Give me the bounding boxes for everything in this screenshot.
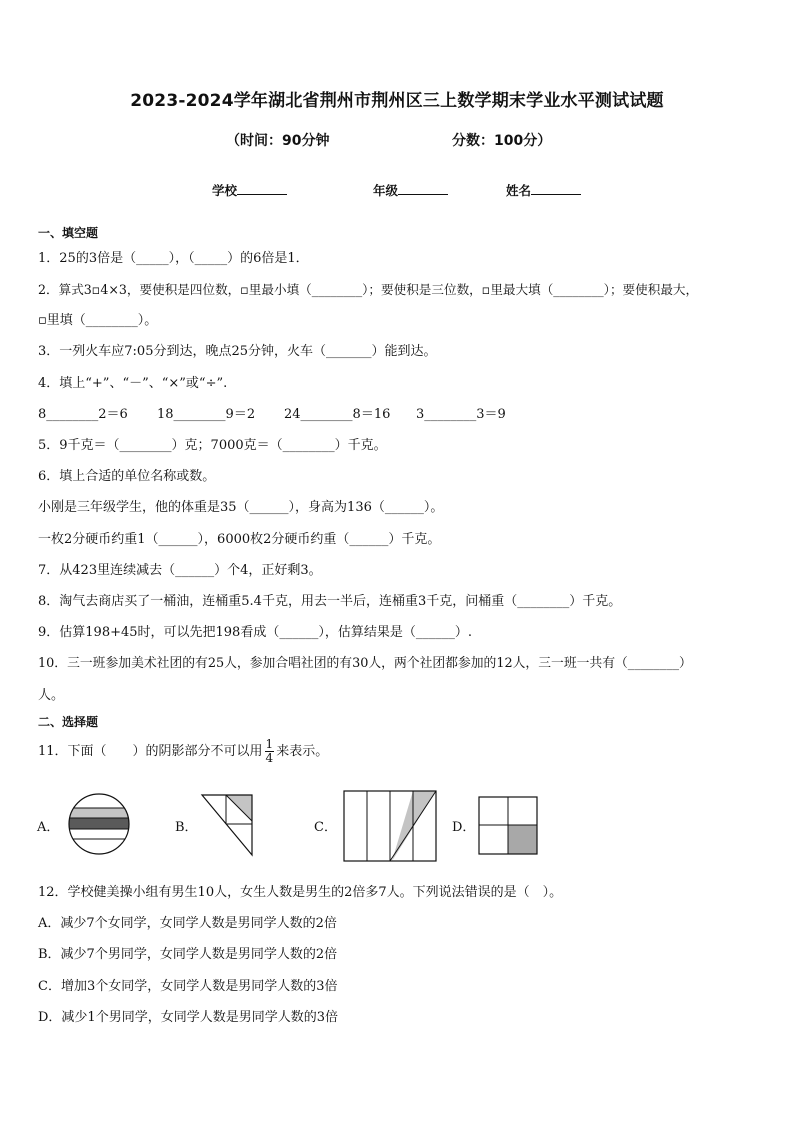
- grade-field[interactable]: 年级: [373, 181, 448, 199]
- exam-time: （时间：90分钟: [226, 133, 330, 149]
- school-field[interactable]: 学校: [212, 181, 287, 199]
- question-2-line-2: ▫里填（________）。: [38, 313, 158, 328]
- exam-score: 分数：100分）: [452, 133, 552, 149]
- option-b-triangle-figure: [200, 793, 258, 859]
- question-6-part-a: 小刚是三年级学生，他的体重是35（______），身高为136（______）。: [38, 500, 444, 515]
- section-fill-blank: 一、填空题: [38, 226, 99, 240]
- question-3: 3．一列火车应7:05分到达，晚点25分钟，火车（_______）能到达。: [38, 344, 437, 359]
- option-a-circle-figure: [66, 793, 132, 855]
- question-4-item: 3________3＝9: [416, 407, 506, 422]
- question-6-part-b: 一枚2分硬币约重1（______），6000枚2分硬币约重（______）千克。: [38, 532, 441, 547]
- question-5: 5．9千克＝（________）克；7000克＝（________）千克。: [38, 438, 387, 453]
- question-4-item: 18________9＝2: [157, 407, 256, 422]
- question-12-option-c[interactable]: C．增加3个女同学，女同学人数是男同学人数的3倍: [38, 979, 338, 994]
- question-10-line-1: 10．三一班参加美术社团的有25人，参加合唱社团的有30人，两个社团都参加的12人，三一班一共有（________）: [38, 656, 692, 671]
- question-4-item: 24________8＝16: [284, 407, 391, 422]
- question-8: 8．淘气去商店买了一桶油，连桶重5.4千克，用去一半后，连桶重3千克，问桶重（________）千克。: [38, 594, 622, 609]
- section-choice: 二、选择题: [38, 715, 99, 729]
- question-4-item: 8________2＝6: [38, 407, 128, 422]
- question-2-line-1: 2．算式3▫4×3，要使积是四位数，▫里最小填（________）；要使积是三位数，▫里最大填（________）；要使积最大，: [38, 282, 699, 297]
- stripe-dark: [66, 818, 132, 829]
- question-4: 4．填上“+”、“－”、“×”或“÷”.: [38, 376, 228, 391]
- name-field[interactable]: 姓名: [506, 181, 581, 199]
- question-12: 12．学校健美操小组有男生10人，女生人数是男生的2倍多7人。下列说法错误的是（ ）。: [38, 885, 563, 900]
- question-12-option-d[interactable]: D．减少1个男同学，女同学人数是男同学人数的3倍: [38, 1010, 338, 1025]
- fraction-one-quarter: $\frac{1}{4}$: [265, 737, 274, 765]
- option-c-rectangle-figure: [342, 789, 440, 863]
- question-12-option-b[interactable]: B．减少7个男同学，女同学人数是男同学人数的2倍: [38, 947, 338, 962]
- option-d-label[interactable]: D．: [452, 820, 476, 835]
- stripe-light: [66, 808, 132, 818]
- question-9: 9．估算198+45时，可以先把198看成（______），估算结果是（______）.: [38, 625, 472, 640]
- option-a-label[interactable]: A．: [37, 820, 60, 835]
- question-6: 6．填上合适的单位名称或数。: [38, 469, 216, 484]
- exam-title: 2023-2024学年湖北省荆州市荆州区三上数学期末学业水平测试试题: [130, 91, 664, 111]
- question-7: 7．从423里连续减去（______）个4，正好剩3。: [38, 563, 322, 578]
- question-1: 1．25的3倍是（_____），（_____）的6倍是1．: [38, 251, 309, 266]
- question-10-line-2: 人。: [38, 688, 65, 703]
- option-c-label[interactable]: C．: [314, 820, 337, 835]
- option-b-label[interactable]: B．: [175, 820, 198, 835]
- question-12-option-a[interactable]: A．减少7个女同学，女同学人数是男同学人数的2倍: [38, 916, 337, 931]
- option-d-grid-figure: [477, 795, 539, 857]
- question-11: 11．下面（ ）的阴影部分不可以用 $\frac{1}{4}$ 来表示。: [38, 737, 329, 765]
